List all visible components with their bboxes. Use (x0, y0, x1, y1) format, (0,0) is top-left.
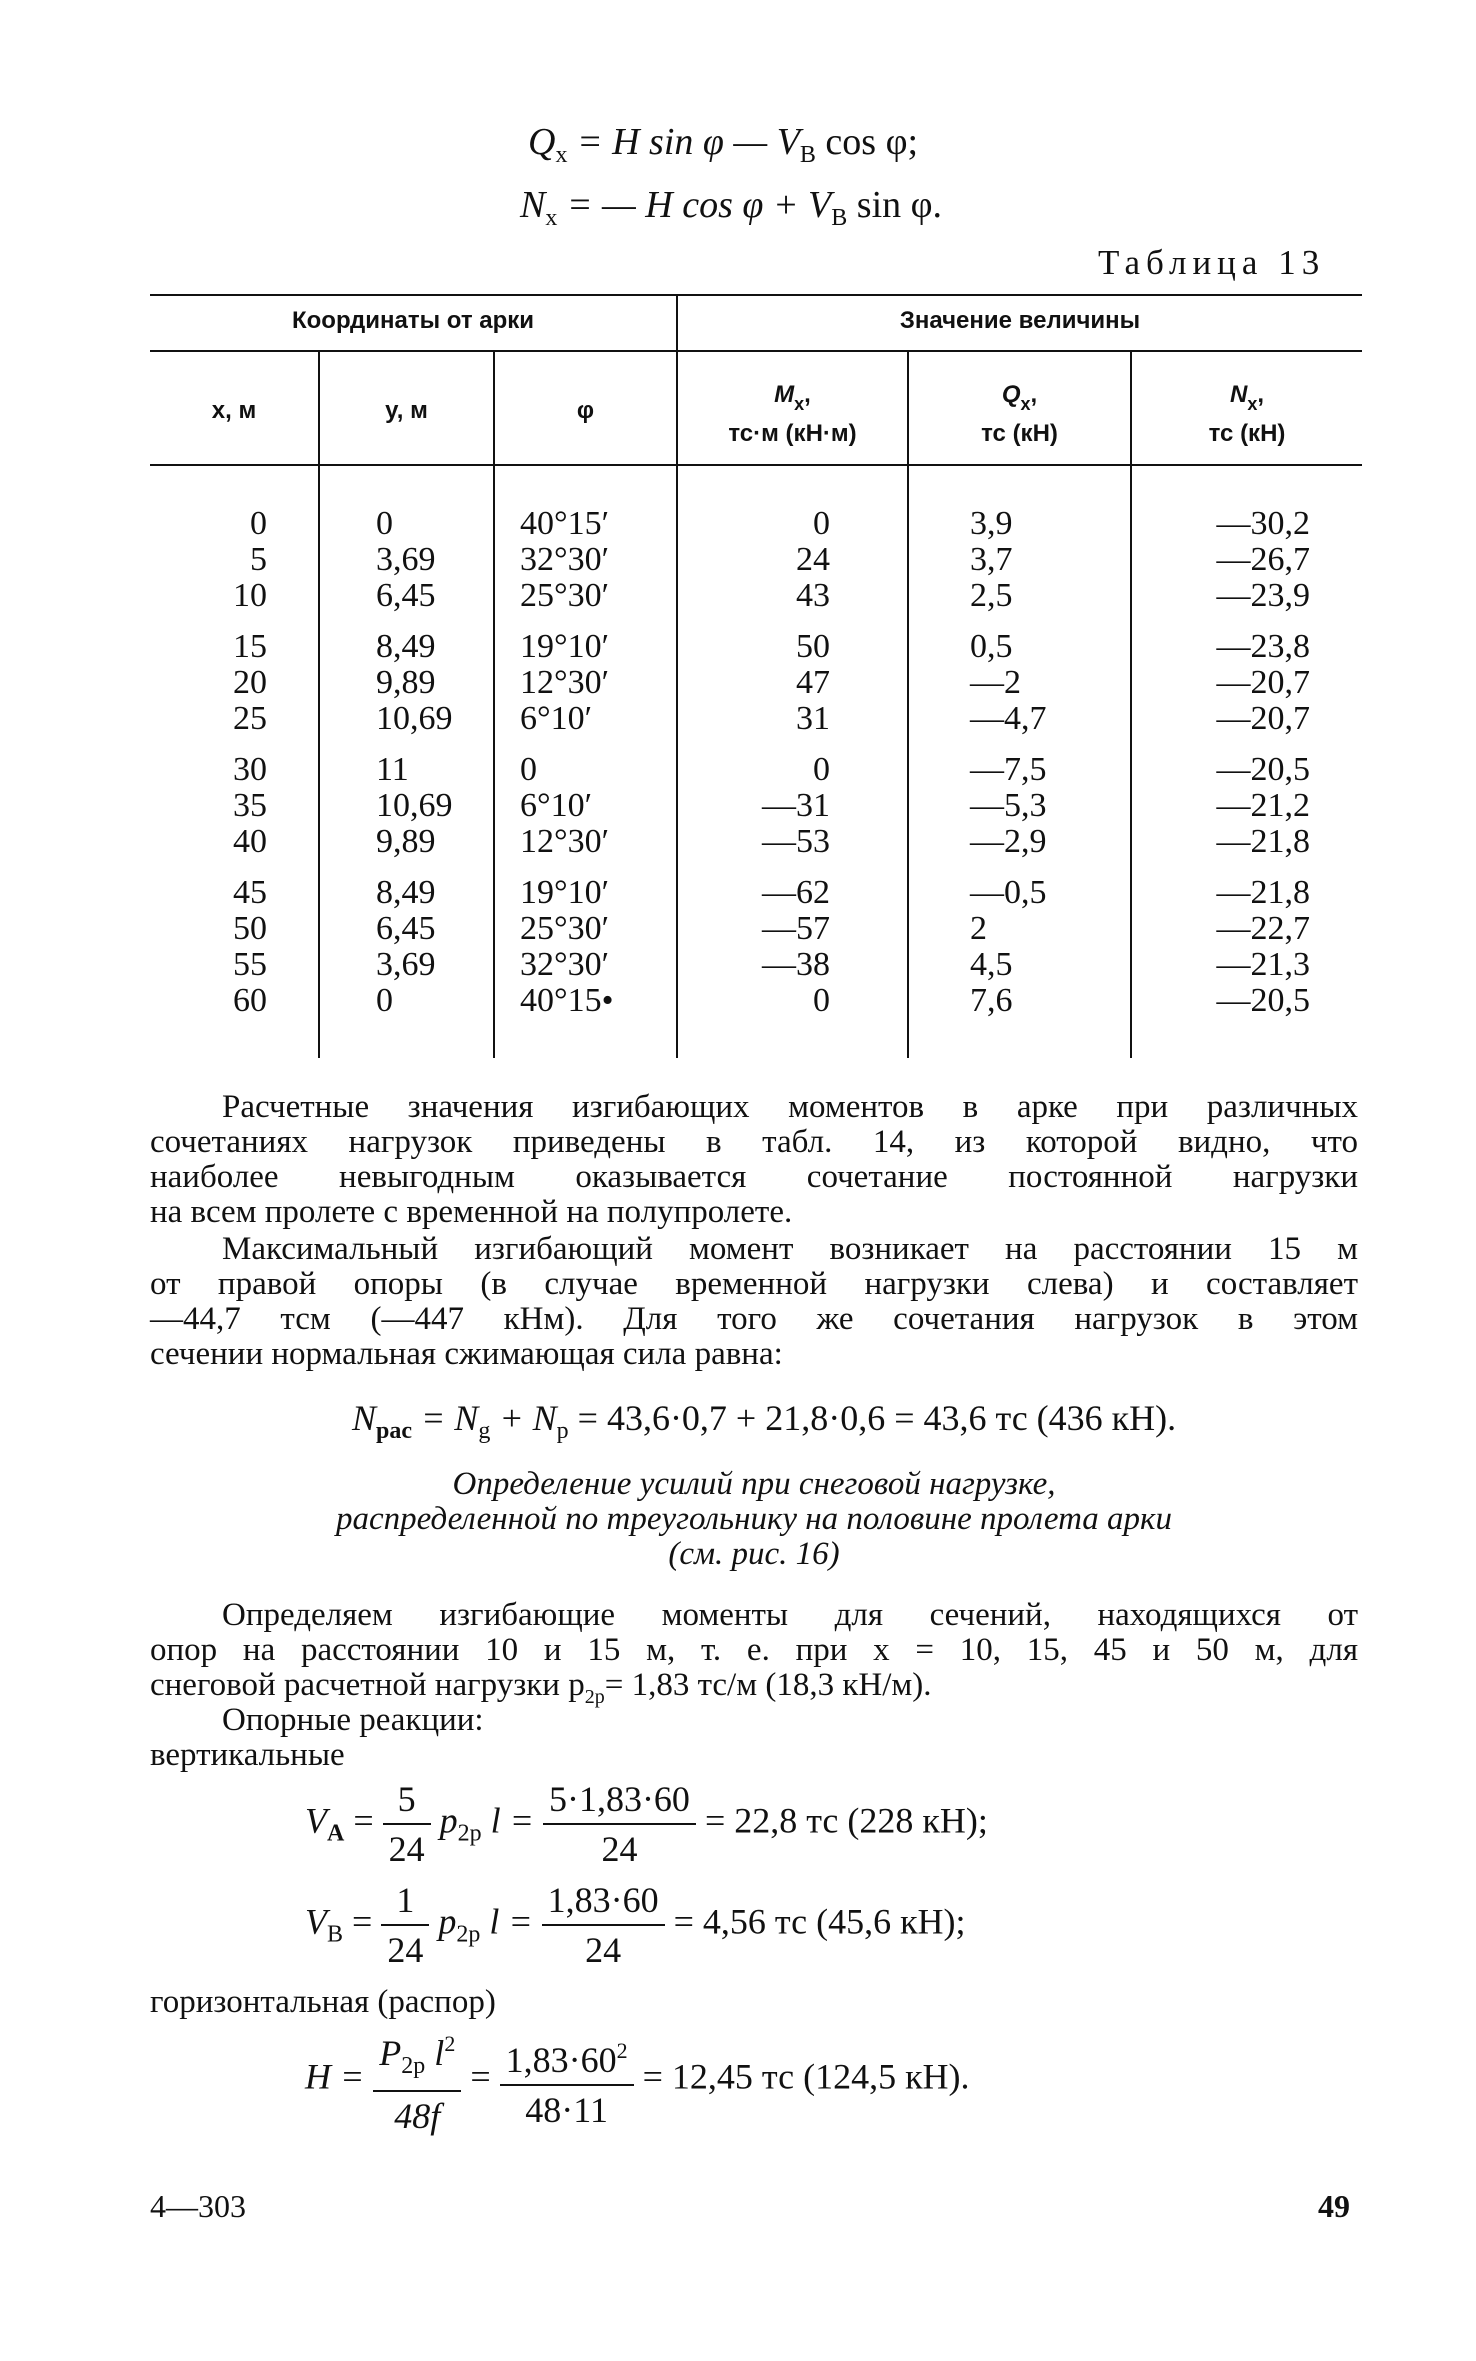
cell-q: —2,9 (970, 823, 1047, 860)
column-y (376, 506, 486, 1019)
formula-nx: $N_x$ = — H $\cos \varphi + V_B$ sin φ. (520, 184, 943, 231)
footer-signature: 4—303 (150, 2188, 246, 2224)
cell-m: —38 (762, 946, 830, 983)
cell-phi: 40°15′ (520, 505, 610, 542)
cell-x: 10 (233, 577, 267, 614)
cell-phi: 12°30′ (520, 664, 610, 701)
cell-y: 10,69 (376, 787, 453, 824)
table-caption: Таблица 13 (1098, 243, 1326, 282)
cell-phi: 6°10′ (520, 787, 593, 824)
cell-n: —20,7 (1216, 664, 1310, 701)
cell-phi: 25°30′ (520, 577, 610, 614)
cell-q: 2 (970, 910, 987, 947)
cell-y: 6,45 (376, 910, 436, 947)
cell-q: 4,5 (970, 946, 1013, 983)
cell-y: 6,45 (376, 577, 436, 614)
cell-m: 0 (813, 505, 830, 542)
paragraph-snow-load: Определяем изгибающие моменты для сечений, находящихся от опор на расстоянии 10 и 15 м, т. е. при x = 10, 15, 45 и 50 м, для снеговой расчетной нагрузки $p_{2р}= 1,83$ тс/м (18,3 кН/м). (150, 1597, 1358, 1708)
cell-q: 3,9 (970, 505, 1013, 542)
cell-n: —22,7 (1216, 910, 1310, 947)
cell-phi: 25°30′ (520, 910, 610, 947)
cell-phi: 6°10′ (520, 700, 593, 737)
cell-phi: 0 (520, 751, 537, 788)
header-m: $M_x$, тс·м (кН·м) (728, 381, 857, 447)
column-x (150, 506, 267, 1019)
column-q (970, 506, 1070, 1019)
cell-m: 47 (796, 664, 830, 701)
cell-n: —21,3 (1216, 946, 1310, 983)
cell-n: —21,2 (1216, 787, 1310, 824)
table-divider-q-n (1130, 352, 1132, 1058)
cell-m: 50 (796, 628, 830, 665)
cell-n: —23,9 (1216, 577, 1310, 614)
cell-x: 50 (233, 910, 267, 947)
cell-x: 25 (233, 700, 267, 737)
formula-qx: $Q_x = H$ sin φ — $V_B$ cos φ; (528, 121, 919, 168)
section-heading: Определение усилий при снеговой нагрузке, распределенной по треугольнику на половине пролета арки (см. рис. 16) (336, 1466, 1172, 1572)
cell-phi: 19°10′ (520, 628, 610, 665)
cell-phi: 32°30′ (520, 541, 610, 578)
cell-m: 43 (796, 577, 830, 614)
cell-q: 0,5 (970, 628, 1013, 665)
cell-m: —53 (762, 823, 830, 860)
column-phi (520, 506, 670, 1019)
cell-y: 11 (376, 751, 409, 788)
cell-phi: 19°10′ (520, 874, 610, 911)
header-y: y, м (385, 397, 428, 424)
cell-x: 0 (250, 505, 267, 542)
page-number: 49 (1318, 2188, 1350, 2224)
cell-m: —62 (762, 874, 830, 911)
equation-n-calc: $N_{рас} = N_g + N_p = 43,6\cdot 0,7 + 21,8\cdot 0,6 = 43,6$ тс (436 кН). (352, 1398, 1177, 1444)
cell-x: 55 (233, 946, 267, 983)
cell-x: 30 (233, 751, 267, 788)
cell-phi: 40°15• (520, 982, 614, 1019)
cell-m: 24 (796, 541, 830, 578)
table-group-coordinates: Координаты от арки (291, 307, 535, 334)
cell-y: 0 (376, 982, 393, 1019)
equation-vb: $V_B$ = $\frac{1}{24}$ $p_{2р}$ l = $\frac{1,83\cdot 60}{24}$ = 4,56 тс (45,6 кН); (305, 1876, 966, 1974)
header-n: $N_x$, тс (кН) (1208, 381, 1286, 447)
paragraph-combinations: Расчетные значения изгибающих моментов в арке при различных сочетаниях нагрузок приведены в табл. 14, из которой видно, что наиболее невыгодным оказывается сочетание постоянной нагрузки на всем пролете с временной на полупролете. (150, 1089, 1358, 1230)
cell-y: 0 (376, 505, 393, 542)
vertical-label: вертикальные (150, 1737, 345, 1773)
cell-y: 9,89 (376, 823, 436, 860)
column-n (1175, 506, 1310, 1019)
table-divider-m-q (907, 352, 909, 1058)
cell-q: 3,7 (970, 541, 1013, 578)
cell-q: 2,5 (970, 577, 1013, 614)
cell-m: —31 (762, 787, 830, 824)
cell-q: —7,5 (970, 751, 1047, 788)
support-reactions-label: Опорные реакции: (222, 1702, 484, 1738)
cell-y: 8,49 (376, 628, 436, 665)
cell-m: 31 (796, 700, 830, 737)
header-q: $Q_x$, тс (кН) (981, 381, 1058, 447)
cell-y: 10,69 (376, 700, 453, 737)
cell-n: —23,8 (1216, 628, 1310, 665)
cell-x: 45 (233, 874, 267, 911)
cell-x: 20 (233, 664, 267, 701)
cell-x: 40 (233, 823, 267, 860)
cell-phi: 12°30′ (520, 823, 610, 860)
table-rule-group (150, 350, 1362, 352)
cell-n: —26,7 (1216, 541, 1310, 578)
paragraph-max-moment: Максимальный изгибающий момент возникает на расстоянии 15 м от правой опоры (в случае временной нагрузки слева) и составляет —44,7 тсм (—447 кНм). Для того же сочетания нагрузок в этом сечении нормальная сжимающая сила равна: (150, 1231, 1358, 1372)
equation-h: H = $\frac{P_{2р} l^2}{48f}$ = $\frac{1,83\cdot 60^2}{48\cdot 11}$ = 12,45 тс (124,5 кН). (305, 2020, 970, 2140)
cell-n: —30,2 (1216, 505, 1310, 542)
cell-n: —20,7 (1216, 700, 1310, 737)
cell-m: —57 (762, 910, 830, 947)
cell-q: —2 (970, 664, 1021, 701)
horizontal-label: горизонтальная (распор) (150, 1984, 496, 2020)
table-group-values: Значение величины (899, 307, 1141, 334)
cell-x: 60 (233, 982, 267, 1019)
cell-n: —21,8 (1216, 823, 1310, 860)
cell-x: 35 (233, 787, 267, 824)
cell-m: 0 (813, 982, 830, 1019)
table-divider-x-y (318, 352, 320, 1058)
table-divider-y-phi (493, 352, 495, 1058)
equation-va: $V_A$ = $\frac{5}{24}$ $p_{2р}$ l = $\frac{5\cdot 1,83\cdot 60}{24}$ = 22,8 тс (228 кН); (305, 1775, 988, 1873)
cell-x: 15 (233, 628, 267, 665)
cell-n: —21,8 (1216, 874, 1310, 911)
cell-x: 5 (250, 541, 267, 578)
cell-q: —0,5 (970, 874, 1047, 911)
cell-q: —4,7 (970, 700, 1047, 737)
cell-y: 8,49 (376, 874, 436, 911)
cell-m: 0 (813, 751, 830, 788)
cell-y: 3,69 (376, 946, 436, 983)
cell-phi: 32°30′ (520, 946, 610, 983)
table-rule-header (150, 464, 1362, 466)
cell-y: 9,89 (376, 664, 436, 701)
header-x: x, м (211, 397, 257, 424)
table-rule-top (150, 294, 1362, 296)
header-phi: φ (576, 397, 595, 424)
cell-q: —5,3 (970, 787, 1047, 824)
cell-n: —20,5 (1216, 982, 1310, 1019)
column-m (740, 506, 830, 1019)
cell-q: 7,6 (970, 982, 1013, 1019)
cell-n: —20,5 (1216, 751, 1310, 788)
cell-y: 3,69 (376, 541, 436, 578)
